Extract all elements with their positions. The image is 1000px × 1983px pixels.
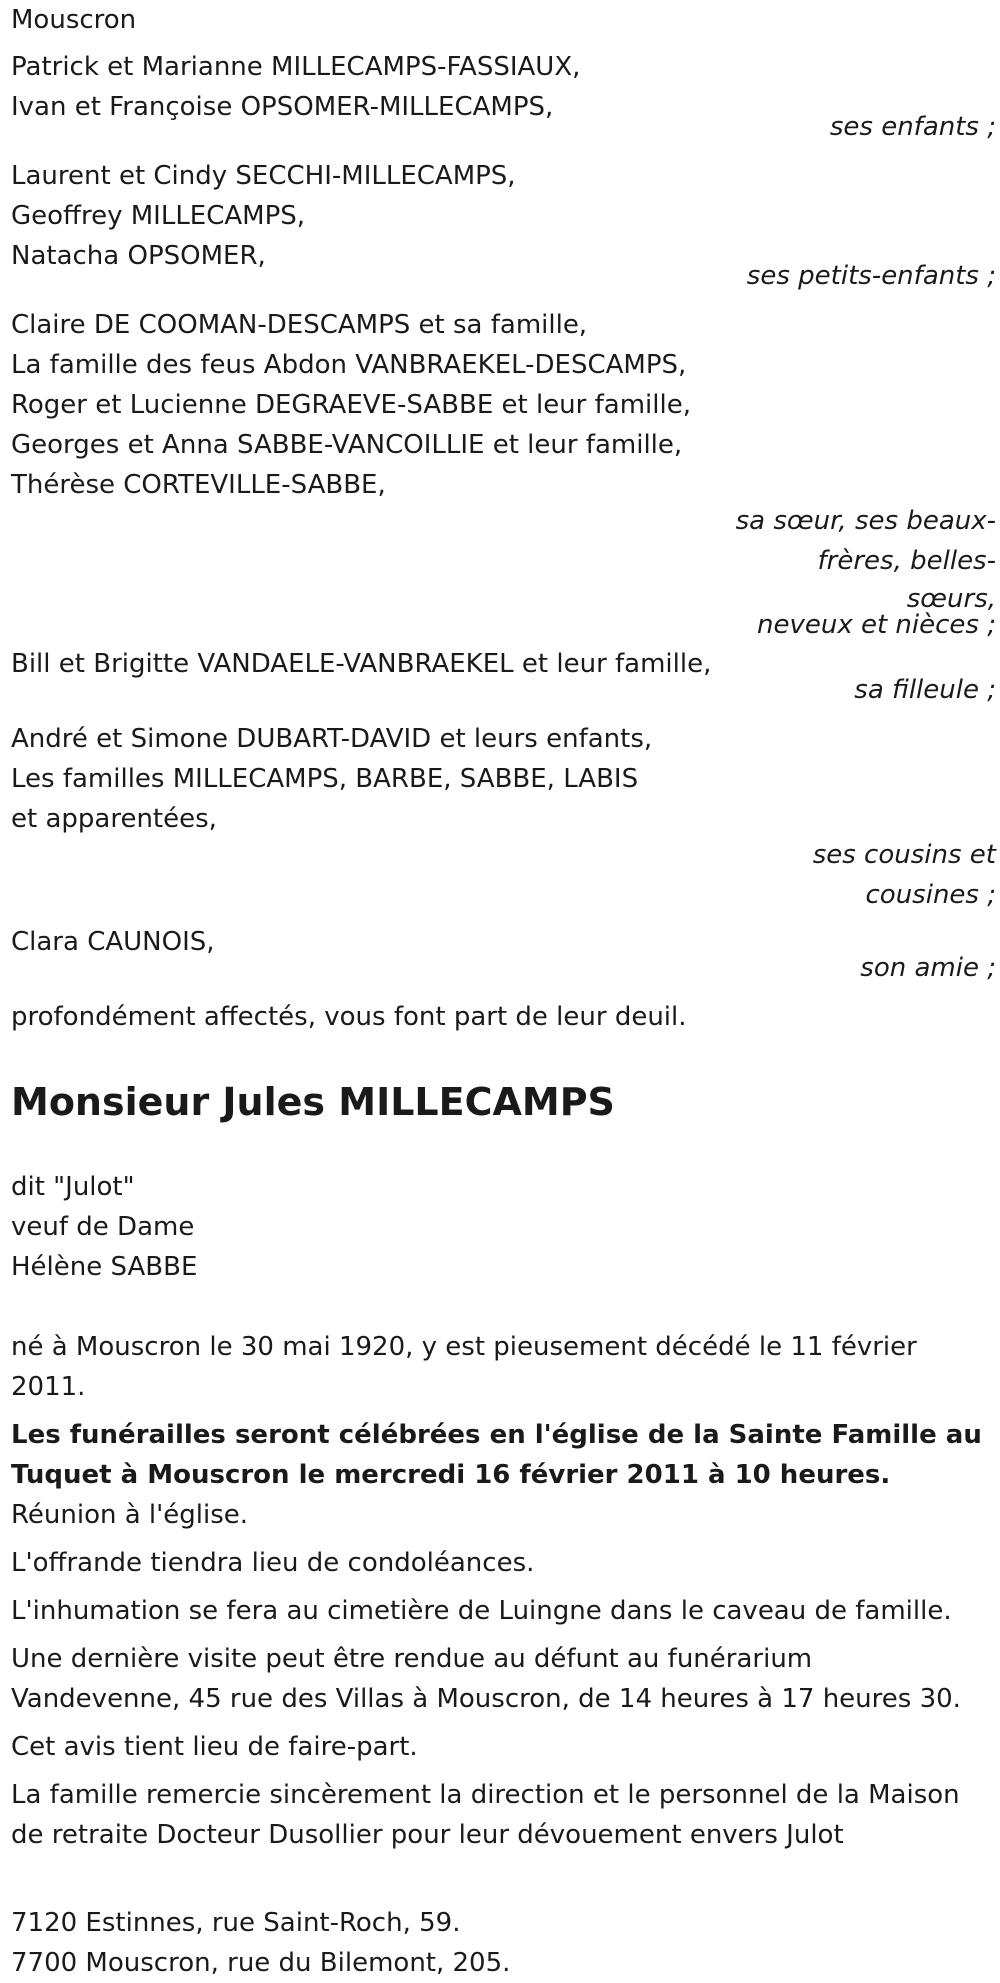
notice-paragraph: Cet avis tient lieu de faire-part. <box>11 1732 418 1762</box>
deceased-spouse-name: Hélène SABBE <box>11 1252 198 1282</box>
family-name-line: Patrick et Marianne MILLECAMPS-FASSIAUX, <box>11 52 581 82</box>
deceased-nickname: dit "Julot" <box>11 1172 135 1202</box>
family-name-line: Claire DE COOMAN-DESCAMPS et sa famille, <box>11 310 588 340</box>
family-name-line: Laurent et Cindy SECCHI-MILLECAMPS, <box>11 161 516 191</box>
thanks-paragraph: La famille remercie sincèrement la direction et le personnel de la Maison de retraite Docteur Dusollier pour leur dévouement envers Julot <box>11 1780 960 1850</box>
obituary-notice <box>11 0 996 1983</box>
addresses <box>11 1903 996 1983</box>
spacer <box>11 1287 996 1327</box>
family-name-line: Geoffrey MILLECAMPS, <box>11 201 306 231</box>
family-name-line: Ivan et Françoise OPSOMER-MILLECAMPS, <box>11 92 554 122</box>
family-name-line: André et Simone DUBART-DAVID et leurs enfants, <box>11 724 653 754</box>
deceased-widower-of: veuf de Dame <box>11 1212 195 1242</box>
announcement-text: profondément affectés, vous font part de leur deuil. <box>11 1002 687 1032</box>
burial-paragraph: L'inhumation se fera au cimetière de Luingne dans le caveau de famille. <box>11 1596 952 1626</box>
family-name-line: Clara CAUNOIS, <box>11 927 215 957</box>
family-name-line: La famille des feus Abdon VANBRAEKEL-DESCAMPS, <box>11 350 687 380</box>
family-role-line: sa sœur, ses beaux- <box>735 506 996 536</box>
visit-paragraph: Une dernière visite peut être rendue au défunt au funérarium Vandevenne, 45 rue des Villas à Mouscron, de 14 heures à 17 heures 30. <box>11 1644 961 1714</box>
family-name-line: Bill et Brigitte VANDAELE-VANBRAEKEL et leur famille, <box>11 649 712 679</box>
family-group-goddaughter <box>11 644 996 712</box>
address-line: 7700 Mouscron, rue du Bilemont, 205. <box>11 1948 511 1978</box>
funeral-details-bold: Les funérailles seront célébrées en l'église de la Sainte Famille au Tuquet à Mouscron le mercredi 16 février 2011 à 10 heures. <box>11 1420 982 1490</box>
family-group-children <box>11 47 996 149</box>
funeral-paragraph <box>11 1415 986 1535</box>
offering-paragraph: L'offrande tiendra lieu de condoléances. <box>11 1548 535 1578</box>
deceased-name: Monsieur Jules MILLECAMPS <box>11 1080 615 1124</box>
family-role: ses petits-enfants ; <box>746 261 996 291</box>
family-group-in-laws <box>11 305 996 640</box>
family-name-line: Georges et Anna SABBE-VANCOILLIE et leur famille, <box>11 430 683 460</box>
funeral-meeting-text: Réunion à l'église. <box>11 1500 249 1530</box>
family-role: son amie ; <box>860 953 996 983</box>
family-role: sa filleule ; <box>854 675 996 705</box>
deceased-details <box>11 1167 996 1287</box>
family-name-line: Natacha OPSOMER, <box>11 241 266 271</box>
family-role-line: frères, belles- <box>817 546 996 576</box>
family-role: ses enfants ; <box>829 112 996 142</box>
family-group-friend <box>11 922 996 990</box>
address-line: 7120 Estinnes, rue Saint-Roch, 59. <box>11 1908 461 1938</box>
family-group-cousins <box>11 719 996 915</box>
family-name-line: Les familles MILLECAMPS, BARBE, SABBE, LABIS <box>11 764 639 794</box>
spacer <box>11 1863 996 1903</box>
family-name-line: et apparentées, <box>11 804 217 834</box>
family-name-line: Thérèse CORTEVILLE-SABBE, <box>11 470 386 500</box>
family-name-line: Roger et Lucienne DEGRAEVE-SABBE et leur famille, <box>11 390 691 420</box>
family-role-line: cousines ; <box>865 880 996 910</box>
family-role-line: ses cousins et <box>812 840 996 870</box>
city-header: Mouscron <box>11 5 137 35</box>
family-group-grandchildren <box>11 156 996 298</box>
birth-death-paragraph: né à Mouscron le 30 mai 1920, y est pieusement décédé le 11 février 2011. <box>11 1332 917 1402</box>
family-role-line: neveux et nièces ; <box>756 610 996 640</box>
family-role-line: sœurs, <box>906 584 996 614</box>
